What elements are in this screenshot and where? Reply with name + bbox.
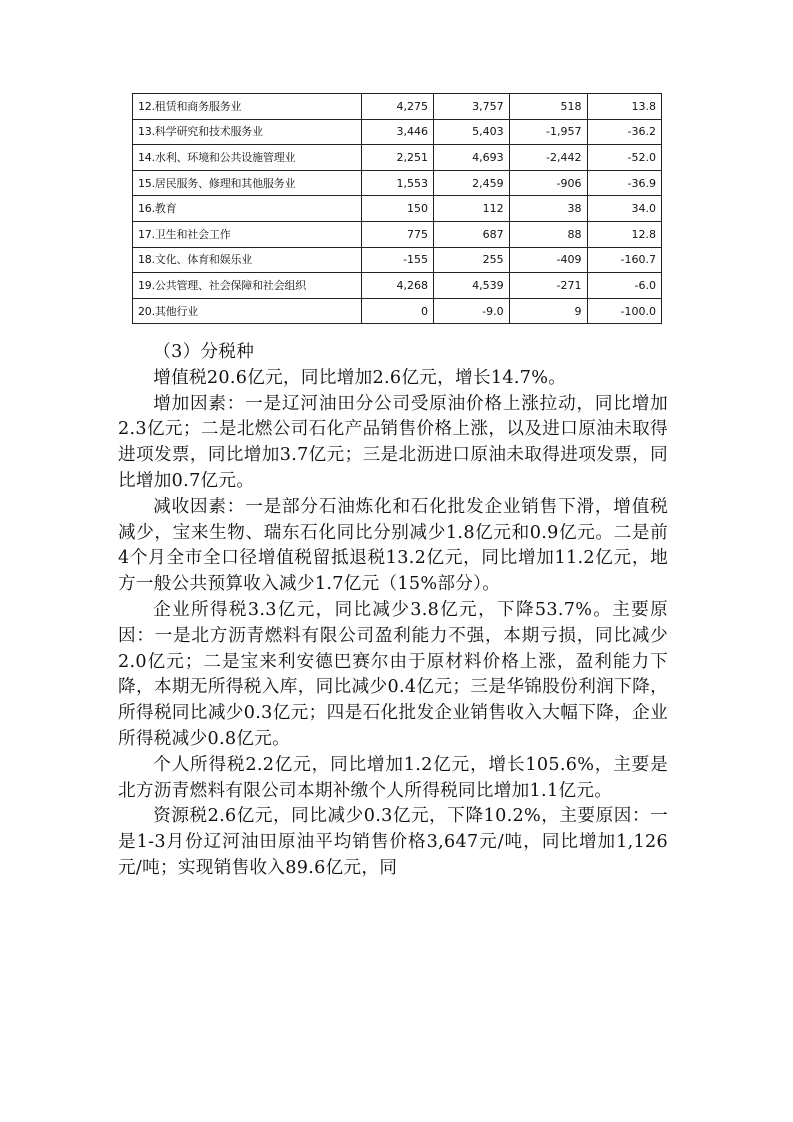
change-cell: 88 [509, 221, 587, 247]
value-cell: 687 [434, 221, 510, 247]
value-cell: 4,275 [361, 94, 433, 120]
rate-cell: -36.2 [587, 119, 661, 145]
value-cell: 2,251 [361, 145, 433, 171]
table-row [133, 94, 662, 120]
industry-name: 13.科学研究和技术服务业 [133, 119, 362, 145]
value-cell: 5,403 [434, 119, 510, 145]
change-cell: 38 [509, 196, 587, 222]
rate-cell: -100.0 [587, 298, 661, 324]
table-row [133, 145, 662, 171]
value-cell: 3,446 [361, 119, 433, 145]
value-cell: 150 [361, 196, 433, 222]
value-cell: -155 [361, 247, 433, 273]
change-cell: -271 [509, 273, 587, 299]
rate-cell: -52.0 [587, 145, 661, 171]
rate-cell: -160.7 [587, 247, 661, 273]
change-cell: 9 [509, 298, 587, 324]
industry-name: 17.卫生和社会工作 [133, 221, 362, 247]
table-row [133, 196, 662, 222]
rate-cell: -6.0 [587, 273, 661, 299]
value-cell: 1,553 [361, 170, 433, 196]
table-row [133, 247, 662, 273]
change-cell: -1,957 [509, 119, 587, 145]
industry-name: 18.文化、体育和娱乐业 [133, 247, 362, 273]
paragraph-increase-factors: 增加因素：一是辽河油田分公司受原油价格上涨拉动，同比增加2.3亿元；二是北燃公司石化产品销售价格上涨，以及进口原油未取得进项发票，同比增加3.7亿元；三是北沥进口原油未取得进项发票，同比增加0.7亿元。 [118, 393, 668, 491]
paragraph-personal-income-tax: 个人所得税2.2亿元，同比增加1.2亿元，增长105.6%，主要是北方沥青燃料有限公司本期补缴个人所得税同比增加1.1亿元。 [118, 754, 668, 801]
table-row [133, 221, 662, 247]
industry-tax-table [132, 93, 662, 324]
industry-name: 20.其他行业 [133, 298, 362, 324]
table-row [133, 119, 662, 145]
industry-name: 19.公共管理、社会保障和社会组织 [133, 273, 362, 299]
industry-name: 15.居民服务、修理和其他服务业 [133, 170, 362, 196]
table-row [133, 170, 662, 196]
value-cell: 255 [434, 247, 510, 273]
value-cell: 3,757 [434, 94, 510, 120]
value-cell: 112 [434, 196, 510, 222]
table-row [133, 298, 662, 324]
value-cell: 4,268 [361, 273, 433, 299]
value-cell: 0 [361, 298, 433, 324]
industry-name: 12.租赁和商务服务业 [133, 94, 362, 120]
value-cell: 4,539 [434, 273, 510, 299]
value-cell: 2,459 [434, 170, 510, 196]
rate-cell: 34.0 [587, 196, 661, 222]
industry-name: 14.水利、环境和公共设施管理业 [133, 145, 362, 171]
paragraph-resource-tax: 资源税2.6亿元，同比减少0.3亿元，下降10.2%，主要原因：一是1-3月份辽河油田原油平均销售价格3,647元/吨，同比增加1,126元/吨；实现销售收入89.6亿元，同 [118, 806, 668, 878]
change-cell: -2,442 [509, 145, 587, 171]
section-heading: （3）分税种 [153, 342, 255, 362]
rate-cell: 12.8 [587, 221, 661, 247]
change-cell: -409 [509, 247, 587, 273]
value-cell: 775 [361, 221, 433, 247]
body-text [118, 340, 668, 882]
value-cell: -9.0 [434, 298, 510, 324]
paragraph-vat-summary: 增值税20.6亿元，同比增加2.6亿元，增长14.7%。 [153, 367, 567, 388]
rate-cell: -36.9 [587, 170, 661, 196]
value-cell: 4,693 [434, 145, 510, 171]
table-row [133, 273, 662, 299]
industry-name: 16.教育 [133, 196, 362, 222]
paragraph-decrease-factors: 减收因素：一是部分石油炼化和石化批发企业销售下滑，增值税减少，宝来生物、瑞东石化同比分别减少1.8亿元和0.9亿元。二是前4个月全市全口径增值税留抵退税13.2亿元，同比增加11.2亿元，地方一般公共预算收入减少1.7亿元（15%部分）。 [118, 496, 668, 595]
paragraph-corporate-income-tax: 企业所得税3.3亿元，同比减少3.8亿元，下降53.7%。主要原因：一是北方沥青燃料有限公司盈利能力不强，本期亏损，同比减少2.0亿元；二是宝来利安德巴赛尔由于原材料价格上涨，盈利能力下降，本期无所得税入库，同比减少0.4亿元；三是华锦股份利润下降，所得税同比减少0.3亿元；四是石化批发企业销售收入大幅下降，企业所得税减少0.8亿元。 [118, 599, 668, 749]
change-cell: 518 [509, 94, 587, 120]
rate-cell: 13.8 [587, 94, 661, 120]
change-cell: -906 [509, 170, 587, 196]
